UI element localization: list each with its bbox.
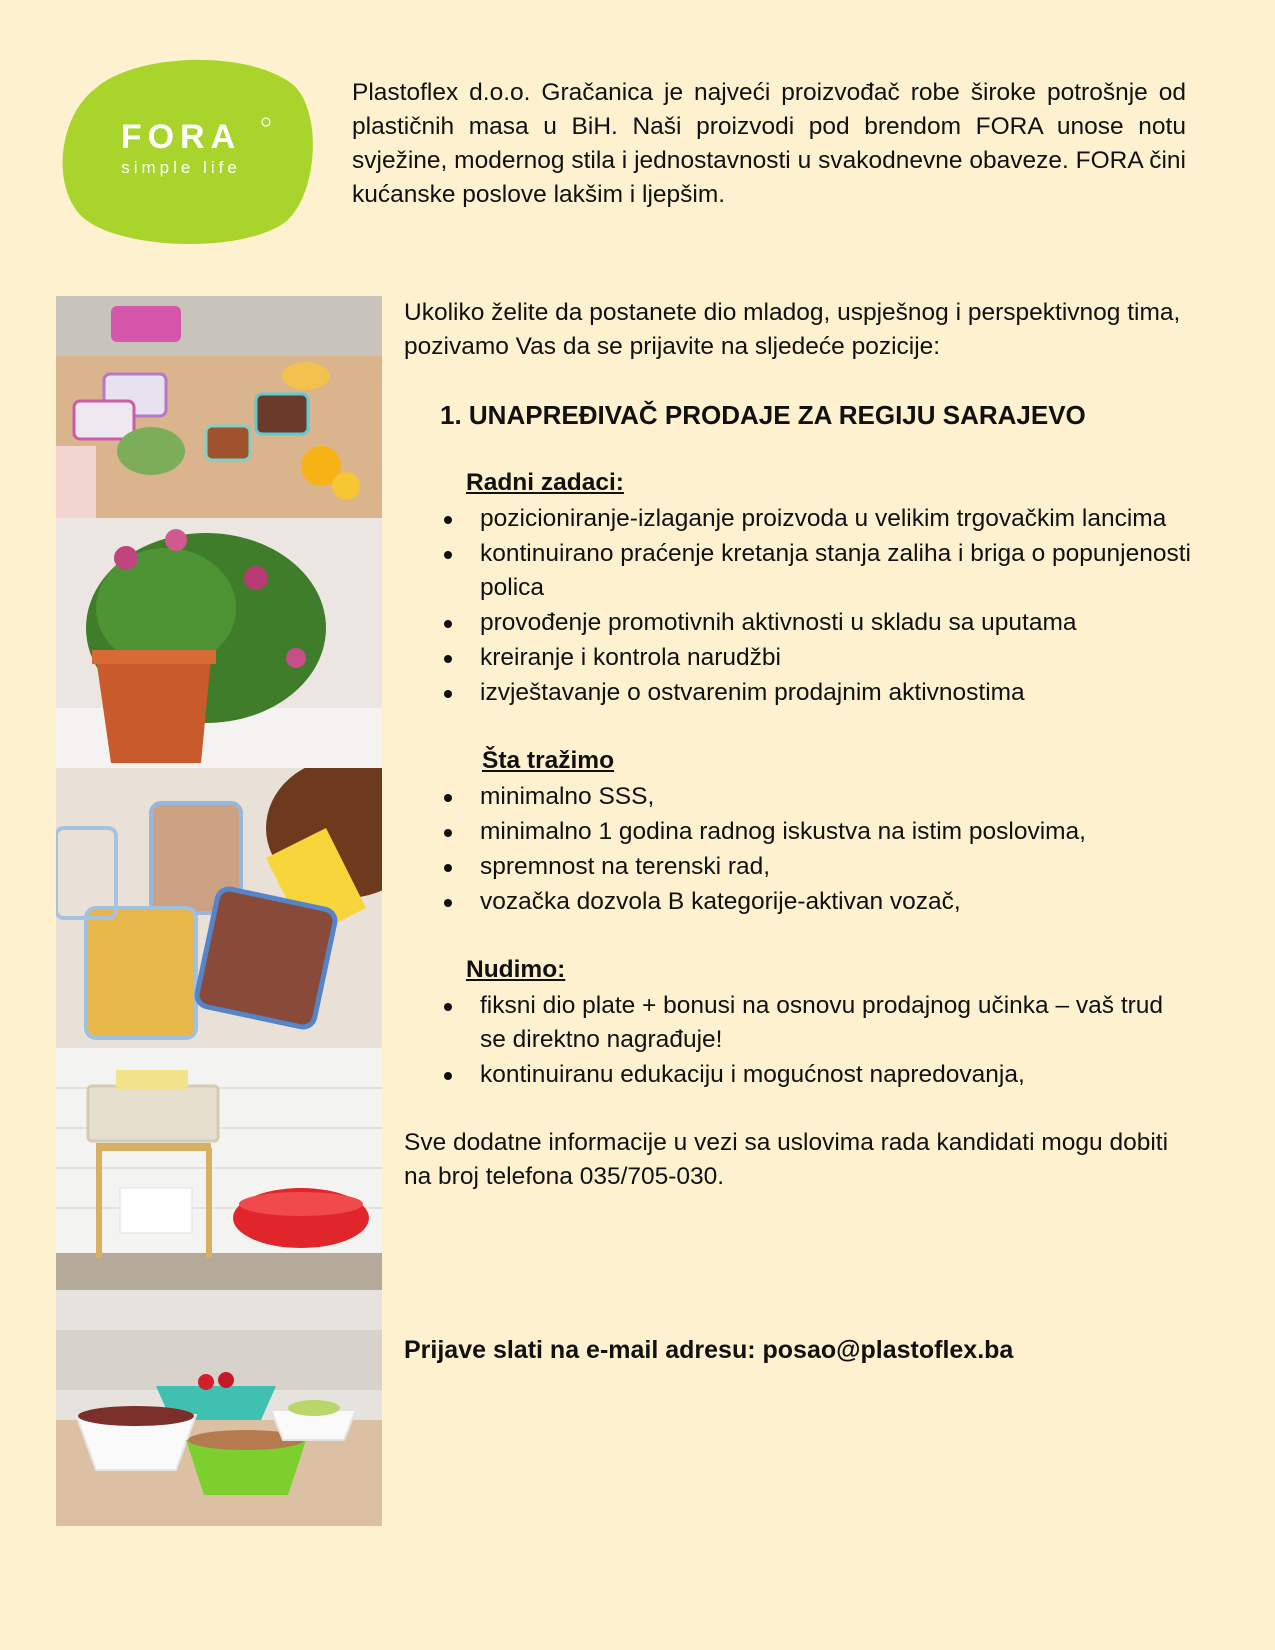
bullet-icon [444, 864, 452, 872]
list-item: fiksni dio plate + bonusi na osnovu prodajnog učinka – vaš trud se direktno nagrađuje! [404, 989, 1194, 1057]
bullet-icon [444, 516, 452, 524]
tasks-section [404, 466, 1194, 710]
bullet-icon [444, 829, 452, 837]
tasks-list [404, 502, 1194, 710]
requirements-section [404, 744, 1194, 919]
list-item: vozačka dozvola B kategorije-aktivan vozač, [404, 885, 1194, 919]
invite-text: Ukoliko želite da postanete dio mladog, uspješnog i perspektivnog tima, pozivamo Vas da se prijavite na sljedeće pozicije: [404, 299, 1181, 360]
list-item: pozicioniranje-izlaganje proizvoda u velikim trgovačkim lancima [404, 502, 1194, 536]
photo-snack-bowls [56, 1290, 382, 1526]
photo-bathroom-baskets [56, 1048, 382, 1290]
bullet-icon [444, 899, 452, 907]
requirements-title: Šta tražimo [482, 747, 615, 774]
photo-flower-pot [56, 518, 382, 768]
job-ad-content [404, 296, 1194, 1219]
bullet-icon [444, 794, 452, 802]
tasks-title: Radni zadaci: [466, 469, 624, 496]
list-item: spremnost na terenski rad, [404, 850, 1194, 884]
bullet-icon [444, 1072, 452, 1080]
photo-food-containers [56, 296, 382, 518]
photo-pineapple-containers [56, 768, 382, 1048]
bullet-icon [444, 551, 452, 559]
bullet-icon [444, 690, 452, 698]
list-item: provođenje promotivnih aktivnosti u skladu sa uputama [404, 606, 1194, 640]
bullet-icon [444, 1003, 452, 1011]
logo-brand-text: FORA [120, 118, 242, 156]
list-item: minimalno 1 godina radnog iskustva na istim poslovima, [404, 815, 1194, 849]
contact-info: Sve dodatne informacije u vezi sa uslovima rada kandidati mogu dobiti na broj telefona 035/705-030. [404, 1129, 1169, 1190]
logo-tagline: simple life [121, 158, 241, 177]
offer-list [404, 989, 1194, 1092]
list-item: kontinuirano praćenje kretanja stanja zaliha i briga o popunjenosti polica [404, 537, 1194, 605]
position-title: 1. UNAPREĐIVAČ PRODAJE ZA REGIJU SARAJEVO [440, 400, 1086, 430]
list-item: minimalno SSS, [404, 780, 1194, 814]
list-item: izvještavanje o ostvarenim prodajnim aktivnostima [404, 676, 1194, 710]
bullet-icon [444, 620, 452, 628]
offer-section [404, 953, 1194, 1092]
fora-logo [56, 58, 314, 246]
apply-email-line: Prijave slati na e-mail adresu: posao@plastoflex.ba [404, 1336, 1014, 1364]
requirements-list [404, 780, 1194, 919]
list-item: kontinuiranu edukaciju i mogućnost napredovanja, [404, 1058, 1194, 1092]
company-intro: Plastoflex d.o.o. Gračanica je najveći proizvođač robe široke potrošnje od plastičnih masa u BiH. Naši proizvodi pod brendom FORA unose notu svježine, modernog stila i jednostavnosti u svakodnevne obaveze. FORA čini kućanske poslove lakšim i ljepšim. [352, 79, 1186, 208]
list-item: kreiranje i kontrola narudžbi [404, 641, 1194, 675]
product-photo-strip [56, 296, 382, 1526]
offer-title: Nudimo: [466, 956, 566, 983]
bullet-icon [444, 655, 452, 663]
